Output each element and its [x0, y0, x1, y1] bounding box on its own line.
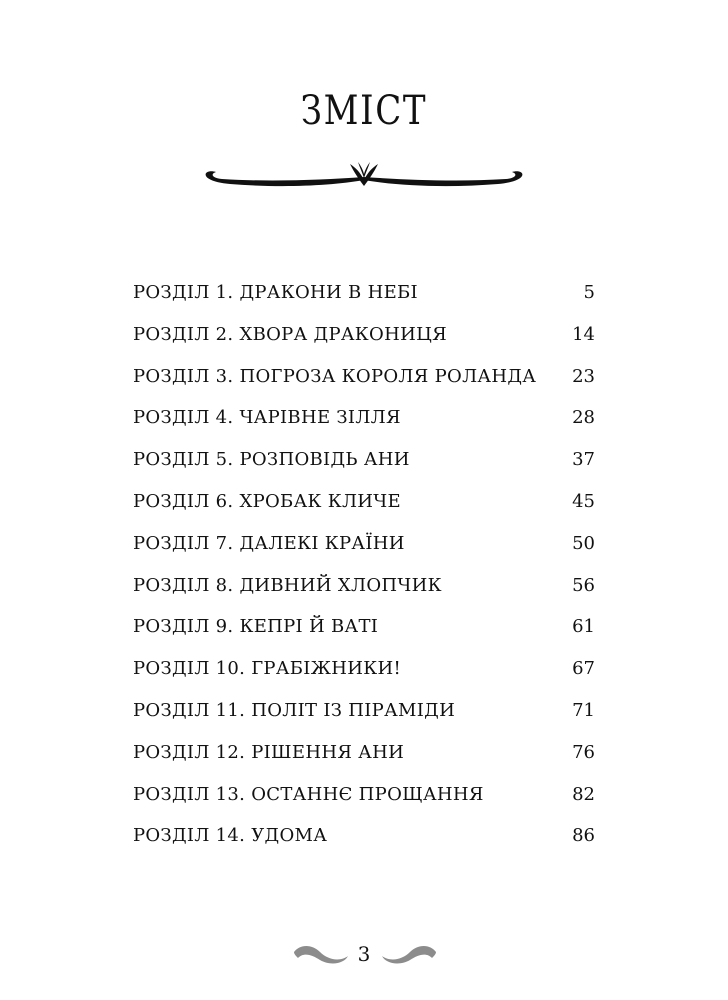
toc-page-number: 5	[583, 282, 595, 303]
toc-row[interactable]	[133, 491, 595, 533]
toc-row[interactable]	[133, 700, 595, 742]
toc-page-number: 37	[572, 449, 595, 471]
toc-row[interactable]	[133, 825, 595, 867]
toc-page-number: 28	[572, 407, 595, 429]
toc-chapter-title: РОЗДІЛ 10. ГРАБІЖНИКИ!	[133, 658, 401, 680]
toc-chapter-title: РОЗДІЛ 5. РОЗПОВІДЬ АНИ	[133, 449, 410, 471]
toc-row[interactable]	[133, 575, 595, 617]
toc-page-number: 45	[572, 490, 595, 512]
toc-page-number: 61	[572, 616, 595, 638]
toc-chapter-title: РОЗДІЛ 1. ДРАКОНИ В НЕБІ	[133, 282, 418, 303]
toc-row[interactable]	[133, 449, 595, 491]
toc-chapter-title: РОЗДІЛ 6. ХРОБАК КЛИЧЕ	[133, 490, 401, 512]
table-of-contents	[133, 282, 595, 867]
toc-row[interactable]	[133, 784, 595, 826]
toc-chapter-title: РОЗДІЛ 3. ПОГРОЗА КОРОЛЯ РОЛАНДА	[133, 365, 537, 387]
toc-page-number: 76	[572, 741, 595, 763]
toc-chapter-title: РОЗДІЛ 7. ДАЛЕКІ КРАЇНИ	[133, 532, 405, 554]
toc-chapter-title: РОЗДІЛ 8. ДИВНИЙ ХЛОПЧИК	[133, 574, 442, 596]
toc-page-number: 14	[572, 323, 595, 345]
toc-row[interactable]	[133, 658, 595, 700]
toc-page-number: 71	[572, 699, 595, 721]
toc-row[interactable]	[133, 282, 595, 324]
toc-chapter-title: РОЗДІЛ 4. ЧАРІВНЕ ЗІЛЛЯ	[133, 407, 401, 429]
toc-chapter-title: РОЗДІЛ 9. КЕПРІ Й ВАТІ	[133, 616, 379, 638]
toc-row[interactable]	[133, 366, 595, 408]
toc-page-number: 23	[572, 365, 595, 387]
toc-row[interactable]	[133, 616, 595, 658]
toc-chapter-title: РОЗДІЛ 12. РІШЕННЯ АНИ	[133, 741, 405, 763]
toc-chapter-title: РОЗДІЛ 11. ПОЛІТ ІЗ ПІРАМІДИ	[133, 699, 456, 721]
page-number: 3	[357, 942, 371, 966]
flourish-divider-icon	[200, 160, 528, 194]
toc-page-number: 86	[572, 825, 595, 847]
toc-page-number: 82	[572, 783, 595, 805]
page-title: ЗМІСТ	[300, 88, 428, 134]
toc-chapter-title: РОЗДІЛ 13. ОСТАННЄ ПРОЩАННЯ	[133, 783, 484, 805]
toc-page-number: 67	[572, 658, 595, 680]
toc-chapter-title: РОЗДІЛ 14. УДОМА	[133, 825, 328, 847]
toc-row[interactable]	[133, 742, 595, 784]
toc-page-number: 50	[572, 532, 595, 554]
toc-page-number: 56	[572, 574, 595, 596]
toc-row[interactable]	[133, 324, 595, 366]
toc-row[interactable]	[133, 533, 595, 575]
toc-row[interactable]	[133, 407, 595, 449]
toc-chapter-title: РОЗДІЛ 2. ХВОРА ДРАКОНИЦЯ	[133, 323, 447, 345]
